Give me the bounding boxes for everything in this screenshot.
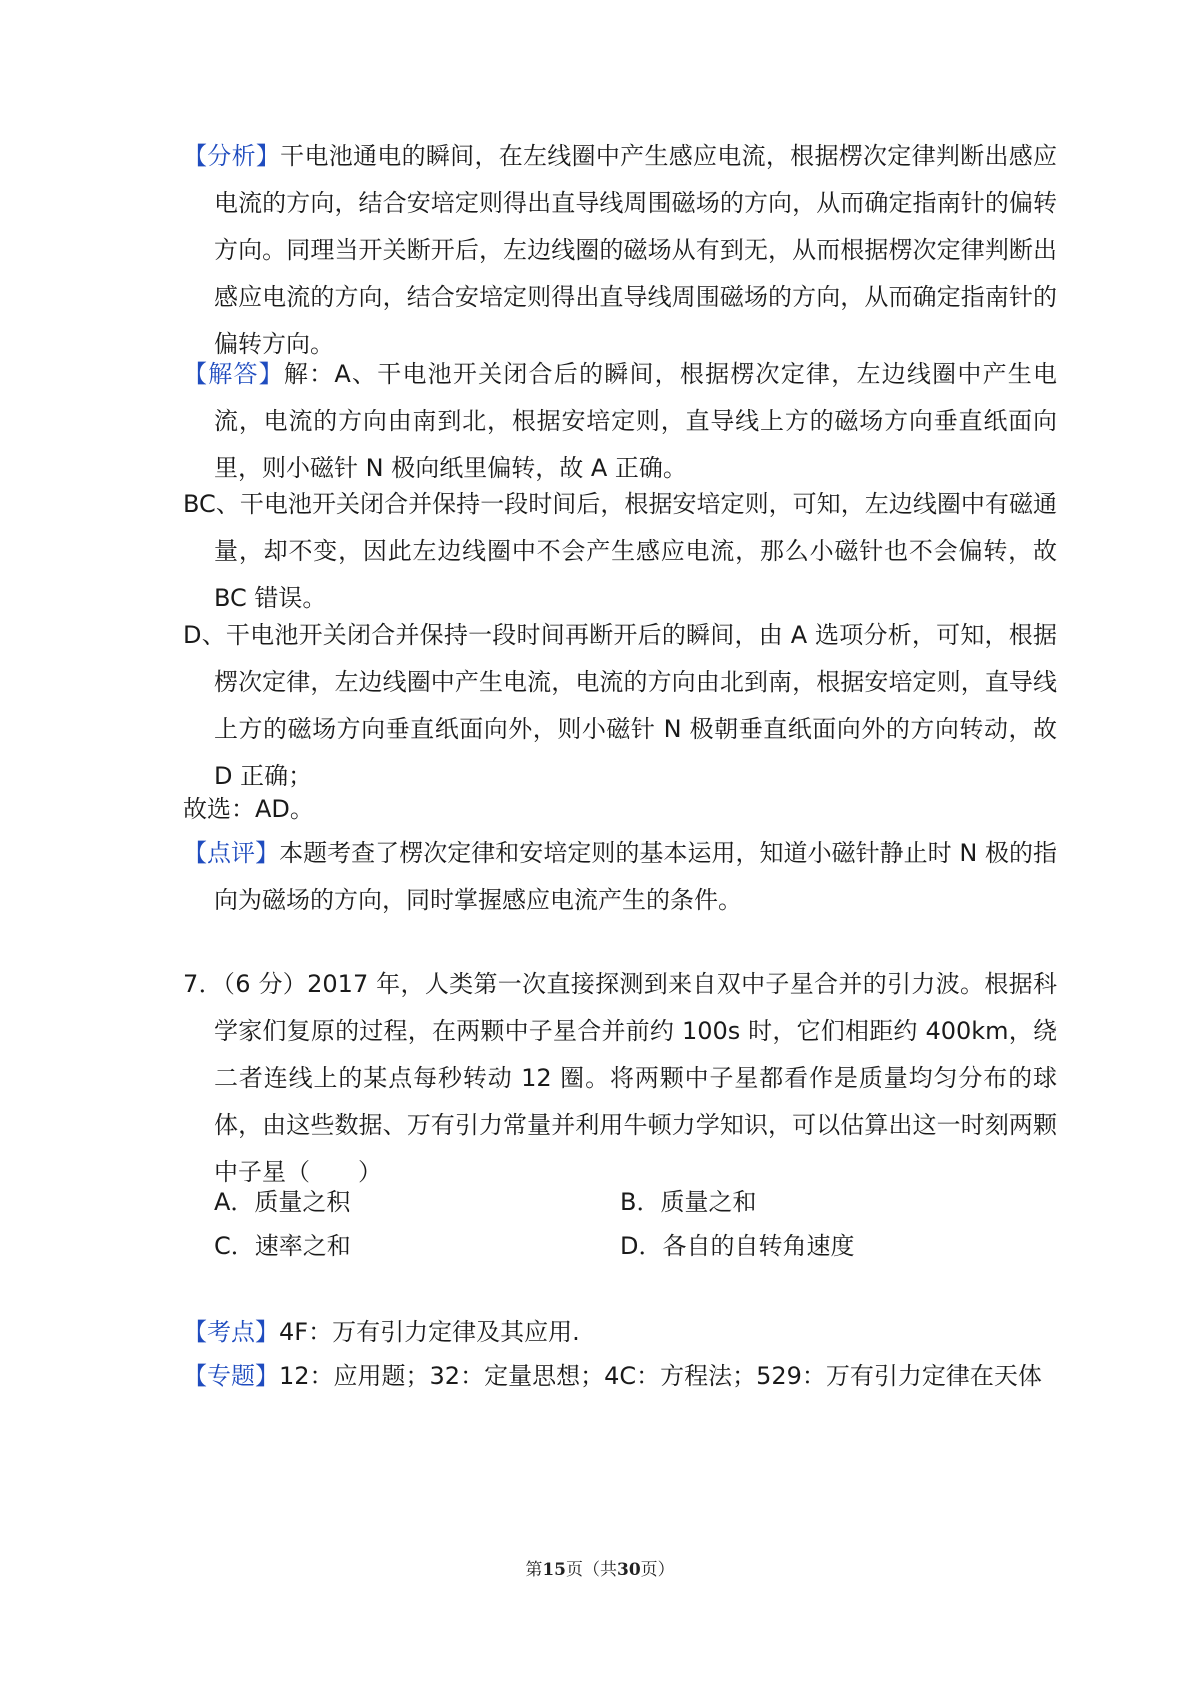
page-footer: [0, 1555, 1200, 1580]
comment-paragraph: [183, 830, 1057, 924]
option-b: B．质量之和: [620, 1188, 757, 1216]
kaodian-paragraph: [183, 1309, 1026, 1356]
question-7-options: [214, 1179, 1026, 1270]
option-c: C．速率之和: [214, 1232, 351, 1260]
zhuanti-text: 12：应用题；32：定量思想；4C：方程法；529：万有引力定律在天体: [279, 1362, 1042, 1390]
zhuanti-tag: 【专题】: [183, 1362, 279, 1390]
answer-text: 解：A、干电池开关闭合后的瞬间，根据楞次定律，左边线圈中产生电流，电流的方向由南到北，根据安培定则，直导线上方的磁场方向垂直纸面向里，则小磁针 N 极向纸里偏转，故 A 正确。: [214, 360, 1058, 482]
comment-tag: 【点评】: [183, 839, 280, 867]
kaodian-tag: 【考点】: [183, 1318, 279, 1346]
answer-tag: 【解答】: [183, 360, 284, 388]
footer-middle: 页（共: [566, 1560, 617, 1580]
total-page-number: 30: [617, 1560, 641, 1580]
options-row: [214, 1223, 1026, 1270]
answer-paragraph: [183, 351, 1057, 492]
zhuanti-paragraph: [183, 1353, 1042, 1400]
analysis-text: 干电池通电的瞬间，在左线圈中产生感应电流，根据楞次定律判断出感应电流的方向，结合安培定则得出直导线周围磁场的方向，从而确定指南针的偏转方向。同理当开关断开后，左边线圈的磁场从有到无，从而根据楞次定律判断出感应电流的方向，结合安培定则得出直导线周围磁场的方向，从而确定指南针的偏转方向。: [214, 142, 1058, 358]
question-7-stem: 7．（6 分）2017 年，人类第一次直接探测到来自双中子星合并的引力波。根据科学家们复原的过程，在两颗中子星合并前约 100s 时，它们相距约 400km，绕二者连线上的某点每秒转动 12 圈。将两颗中子星都看作是质量均匀分布的球体，由这些数据、万有引力常量并利用牛顿力学知识，可以估算出这一时刻两颗中子星（ ）: [183, 970, 1057, 1186]
options-row: [214, 1179, 1026, 1226]
footer-suffix: 页）: [640, 1560, 675, 1580]
answer-d-paragraph: D、干电池开关闭合并保持一段时间再断开后的瞬间，由 A 选项分析，可知，根据楞次定律，左边线圈中产生电流，电流的方向由北到南，根据安培定则，直导线上方的磁场方向垂直纸面向外，则小磁针 N 极朝垂直纸面向外的方向转动，故 D 正确；: [183, 621, 1057, 790]
option-d: D．各自的自转角速度: [620, 1232, 855, 1260]
answer-bc-paragraph: BC、干电池开关闭合并保持一段时间后，根据安培定则，可知，左边线圈中有磁通量，却不变，因此左边线圈中不会产生感应电流，那么小磁针也不会偏转，故 BC 错误。: [183, 490, 1057, 612]
kaodian-text: 4F：万有引力定律及其应用.: [279, 1318, 580, 1346]
current-page-number: 15: [542, 1560, 566, 1580]
footer-prefix: 第: [525, 1560, 543, 1580]
answer-choice: 故选：AD。: [183, 795, 314, 823]
option-a: A．质量之积: [214, 1188, 351, 1216]
analysis-tag: 【分析】: [183, 142, 281, 170]
comment-text: 本题考查了楞次定律和安培定则的基本运用，知道小磁针静止时 N 极的指向为磁场的方向，同时掌握感应电流产生的条件。: [214, 839, 1057, 914]
analysis-paragraph: [183, 133, 1057, 368]
